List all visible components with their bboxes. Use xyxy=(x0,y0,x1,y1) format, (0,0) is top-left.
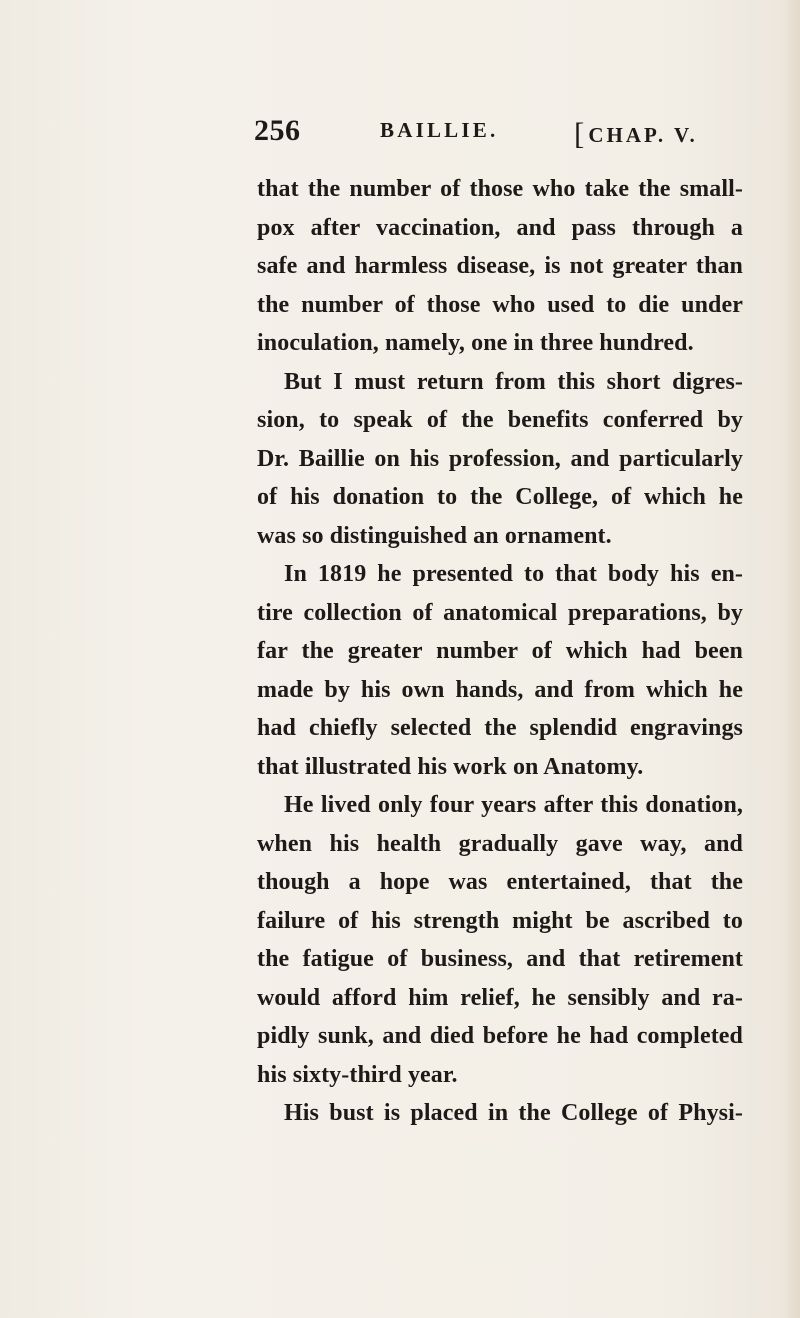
text-line: made by his own hands, and from which he xyxy=(257,676,743,703)
text-line: would afford him relief, he sensibly and ra- xyxy=(257,984,743,1011)
text-line: sion, to speak of the benefits conferred by xyxy=(257,407,743,433)
text-line: was so distinguished an ornament. xyxy=(257,522,612,549)
text-line: though a hope was entertained, that the xyxy=(257,869,743,895)
text-line: the fatigue of business, and that retirement xyxy=(257,946,743,972)
page-number: 256 xyxy=(254,114,301,147)
text-line: His bust is placed in the College of Physi- xyxy=(284,1100,743,1126)
text-line: the number of those who used to die under xyxy=(257,291,743,318)
text-line: But I must return from this short digres- xyxy=(284,368,743,395)
text-line: when his health gradually gave way, and xyxy=(257,830,743,857)
page-header xyxy=(0,114,800,154)
text-line: pox after vaccination, and pass through a xyxy=(257,214,743,241)
text-line: that illustrated his work on Anatomy. xyxy=(257,753,644,780)
text-line: tire collection of anatomical preparations, by xyxy=(257,599,743,626)
running-head: BAILLIE. xyxy=(380,118,499,142)
text-line: his sixty-third year. xyxy=(257,1061,458,1088)
page-edge-shadow xyxy=(782,0,800,1318)
text-line: failure of his strength might be ascribed to xyxy=(257,907,743,934)
chapter-heading xyxy=(574,114,698,150)
text-line: safe and harmless disease, is not greater than xyxy=(257,253,743,279)
text-line: that the number of those who take the small- xyxy=(257,176,743,202)
chapter-label: CHAP. V. xyxy=(588,123,698,147)
text-line: of his donation to the College, of which he xyxy=(257,484,743,510)
body-text xyxy=(257,170,743,1133)
text-line: Dr. Baillie on his profession, and particularly xyxy=(257,445,743,472)
text-line: In 1819 he presented to that body his en- xyxy=(284,561,743,587)
text-line: He lived only four years after this donation, xyxy=(284,792,743,818)
text-line: pidly sunk, and died before he had completed xyxy=(257,1023,743,1049)
text-line: had chiefly selected the splendid engravings xyxy=(257,715,743,741)
text-line: inoculation, namely, one in three hundred. xyxy=(257,330,694,356)
chapter-bracket: [ xyxy=(574,116,588,151)
text-line: far the greater number of which had been xyxy=(257,638,743,664)
